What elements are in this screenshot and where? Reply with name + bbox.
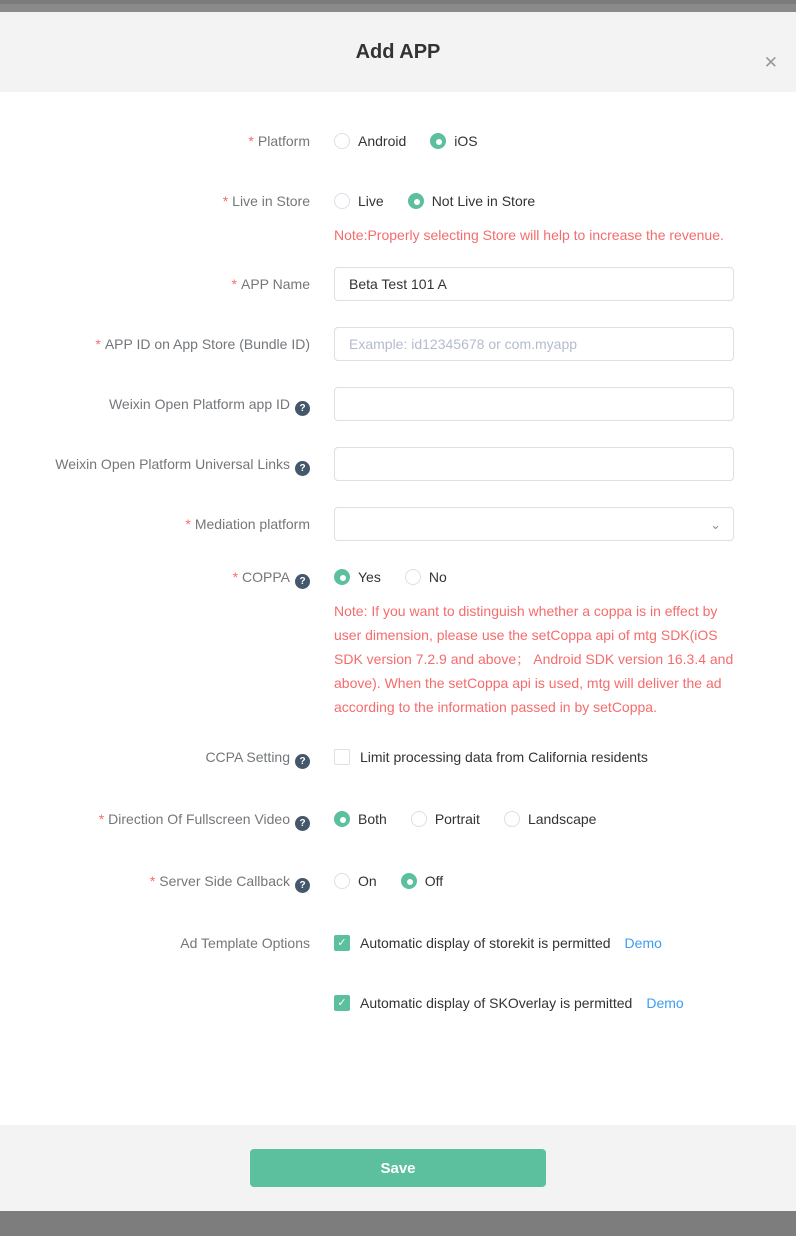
direction-radio-group [334,809,734,829]
radio-on[interactable] [334,871,377,891]
radio-ios-label: iOS [454,133,478,149]
help-icon[interactable]: ? [295,574,310,589]
checkbox-checked-icon[interactable]: ✓ [334,995,350,1011]
required-asterisk: * [248,133,254,149]
radio-coppa-no[interactable] [405,567,447,587]
row-server-callback [0,871,796,893]
radio-portrait-label: Portrait [434,811,480,827]
help-icon[interactable]: ? [295,878,310,893]
row-platform [0,131,796,151]
row-coppa [0,567,796,719]
row-mediation-platform [0,507,796,541]
skoverlay-checkbox-label: Automatic display of SKOverlay is permitted [360,995,633,1011]
radio-unchecked-icon[interactable] [334,193,350,209]
browser-chrome-bar [0,0,796,12]
add-app-form [0,92,796,1125]
skoverlay-checkbox-row [334,993,734,1013]
storekit-checkbox-row [334,933,734,953]
chevron-down-icon: ⌄ [710,516,721,532]
radio-android[interactable] [334,131,406,151]
page-title: Add APP [355,40,441,63]
checkbox-checked-icon[interactable]: ✓ [334,935,350,951]
help-icon[interactable]: ? [295,816,310,831]
direction-label: * Direction Of Fullscreen Video ? [0,809,310,831]
store-note: Note:Properly selecting Store will help to increase the revenue. [334,227,724,243]
radio-checked-icon[interactable] [430,133,446,149]
help-icon[interactable]: ? [295,461,310,476]
save-button[interactable]: Save [250,1149,546,1187]
ccpa-checkbox-row [334,747,734,767]
close-icon[interactable]: ✕ [763,53,778,72]
app-name-label: * APP Name [231,276,310,292]
required-asterisk: * [95,336,101,352]
row-direction [0,809,796,831]
live-in-store-label: * Live in Store [222,193,310,209]
radio-android-label: Android [358,133,407,149]
radio-live-label: Live [358,193,384,209]
storekit-checkbox-label: Automatic display of storekit is permitted [360,935,611,951]
row-weixin-universal-links [0,447,796,481]
radio-both-label: Both [358,811,387,827]
radio-checked-icon[interactable] [401,873,417,889]
help-icon[interactable]: ? [295,401,310,416]
mediation-platform-select[interactable] [334,507,734,541]
row-ccpa [0,747,796,769]
radio-not-live-label: Not Live in Store [431,193,536,209]
platform-label: * Platform [248,133,310,149]
server-callback-radio-group [334,871,734,891]
app-id-input[interactable] [334,327,734,361]
radio-checked-icon[interactable] [334,569,350,585]
coppa-label: * COPPA ? [0,567,310,719]
help-icon[interactable]: ? [295,754,310,769]
storekit-demo-link[interactable]: Demo [624,935,662,951]
browser-chrome-bottom-bar [0,1211,796,1236]
ccpa-label: CCPA Setting ? [0,747,310,769]
ad-template-label: Ad Template Options [180,935,310,951]
mediation-platform-label: * Mediation platform [185,516,310,532]
weixin-universal-links-label: Weixin Open Platform Universal Links ? [0,447,310,481]
radio-portrait[interactable] [411,809,480,829]
radio-unchecked-icon[interactable] [334,873,350,889]
required-asterisk: * [222,193,229,209]
radio-coppa-yes-label: Yes [358,569,381,585]
coppa-radio-group [334,567,734,587]
platform-radio-group [334,131,734,151]
coppa-note: Note: If you want to distinguish whether a coppa is in effect by user dimension, please use the setCoppa api of mtg SDK(iOS SDK version 7.2.9 and above； Android SDK version 16.3.4 and above). When the setCoppa api is used, mtg will deliver the ad according to the information passed in by setCoppa. [334,603,734,715]
app-id-label: * APP ID on App Store (Bundle ID) [95,336,310,352]
radio-not-live[interactable] [408,191,536,211]
weixin-universal-links-input[interactable] [334,447,734,481]
radio-unchecked-icon[interactable] [411,811,427,827]
server-callback-label: * Server Side Callback ? [0,871,310,893]
weixin-app-id-label: Weixin Open Platform app ID ? [0,387,310,421]
live-in-store-radio-group [334,191,734,211]
row-weixin-app-id [0,387,796,421]
required-asterisk: * [185,516,191,532]
radio-coppa-no-label: No [428,569,447,585]
app-name-input[interactable] [334,267,734,301]
required-asterisk: * [231,276,237,292]
row-app-name [0,267,796,301]
required-asterisk: * [98,811,105,827]
modal-footer [0,1125,796,1211]
radio-off-label: Off [424,873,444,889]
radio-ios[interactable] [430,131,477,151]
weixin-app-id-input[interactable] [334,387,734,421]
radio-live[interactable] [334,191,384,211]
radio-checked-icon[interactable] [408,193,424,209]
radio-unchecked-icon[interactable] [504,811,520,827]
row-ad-template [0,933,796,953]
ccpa-checkbox-label: Limit processing data from California residents [360,749,648,765]
required-asterisk: * [149,873,156,889]
radio-landscape-label: Landscape [527,811,597,827]
radio-checked-icon[interactable] [334,811,350,827]
required-asterisk: * [232,569,239,585]
checkbox-unchecked-icon[interactable] [334,749,350,765]
row-live-in-store [0,191,796,247]
radio-off[interactable] [401,871,443,891]
radio-unchecked-icon[interactable] [405,569,421,585]
radio-coppa-yes[interactable] [334,567,381,587]
radio-on-label: On [358,873,377,889]
radio-both[interactable] [334,809,387,829]
row-app-id [0,327,796,361]
modal-header [0,12,796,92]
radio-unchecked-icon[interactable] [334,133,350,149]
skoverlay-demo-link[interactable]: Demo [646,995,684,1011]
row-ad-template-2 [0,993,796,1013]
radio-landscape[interactable] [504,809,597,829]
